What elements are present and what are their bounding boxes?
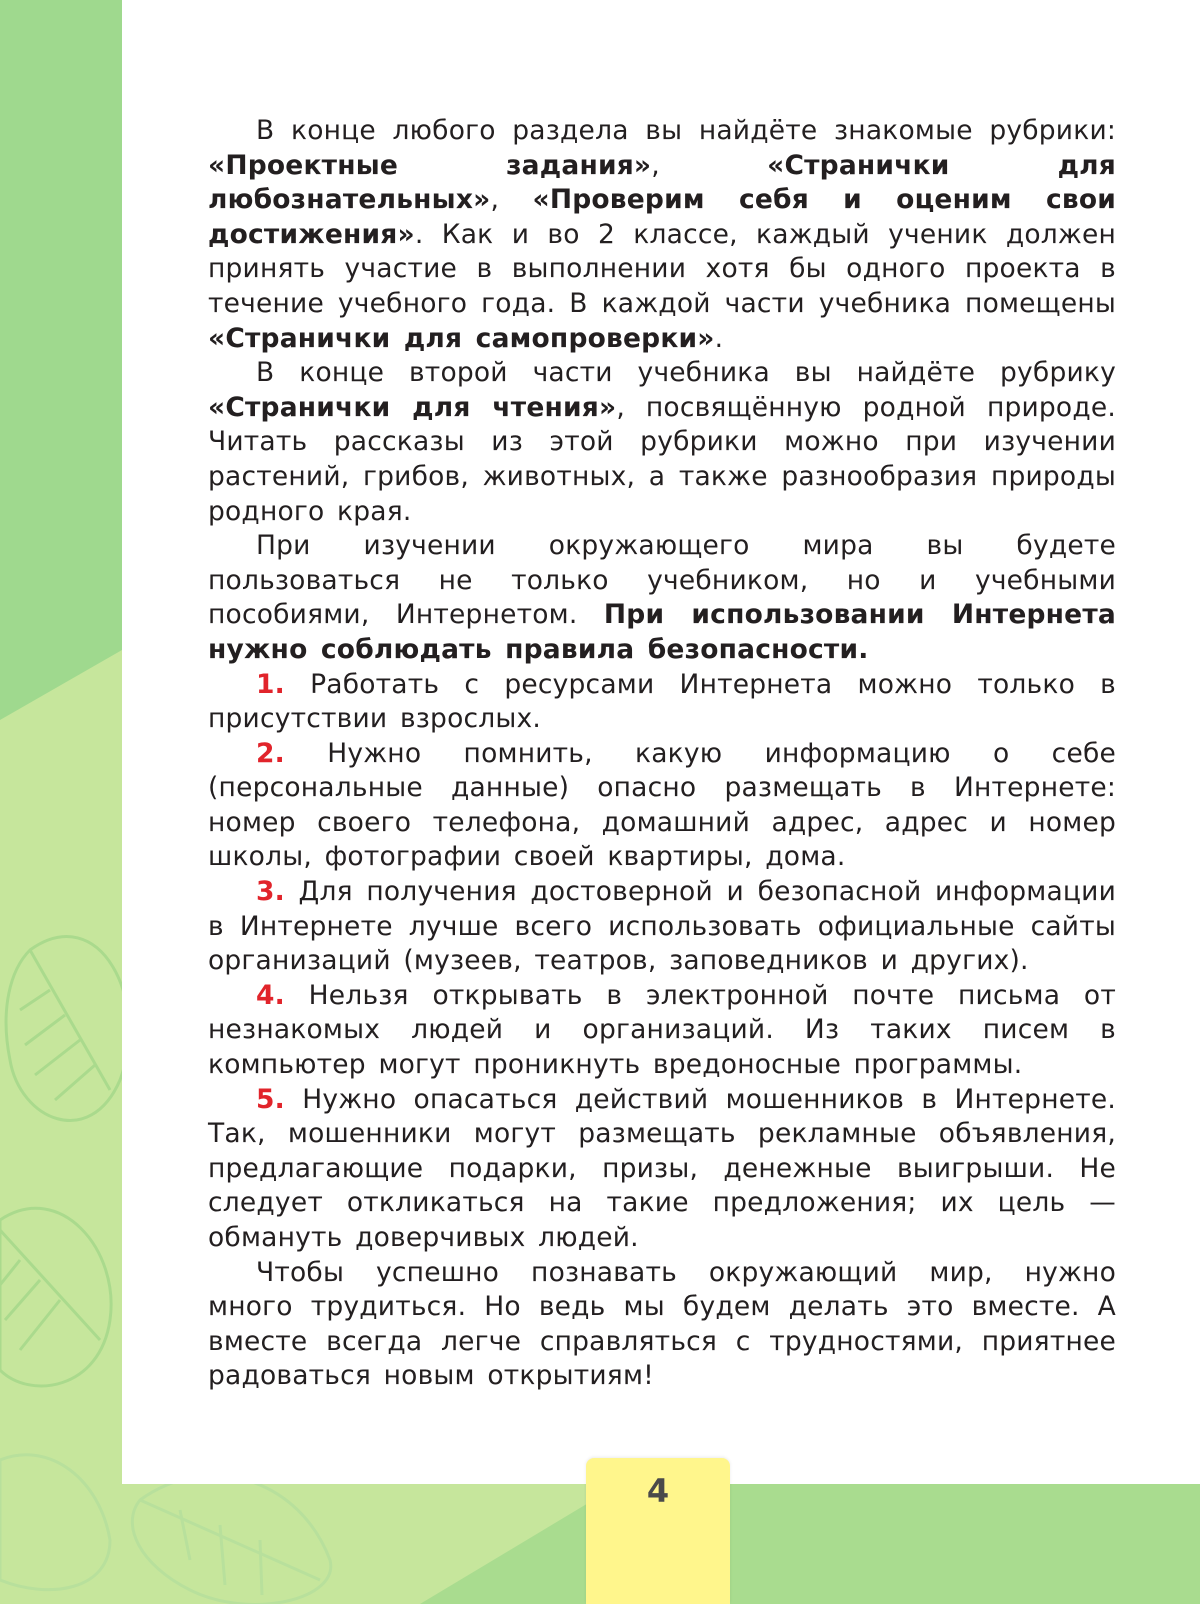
paragraph [208,1083,1116,1256]
text-run: Чтобы успешно познавать окружающий мир, нужно много трудиться. Но ведь мы будем делать это вместе. А вместе всегда легче справляться с трудностями, приятнее радоваться новым открытиям! [208,1256,1116,1392]
bold-text: «Проектные задания» [208,149,652,181]
bold-text: При использовании Интернета нужно соблюдать правила безопасности. [208,599,1116,665]
paragraph [208,529,1116,667]
bold-text: «Странички для самопроверки» [208,322,715,354]
rule-number: 4. [256,979,285,1011]
text-run: , посвящённую родной природе. Читать рассказы из этой рубрики можно при изучении растений, грибов, животных, а также разнообразия природы родного края. [208,391,1116,527]
rule-number: 3. [256,876,285,908]
page-number-tab [586,1458,730,1604]
paragraph [208,356,1116,529]
page-text [208,114,1116,1394]
rule-number: 1. [256,668,285,700]
paragraph [208,737,1116,875]
bold-text: «Странички для любознательных» [208,149,1117,216]
text-run: Нельзя открывать в электронной почте письма от незнакомых людей и организаций. Из таких писем в компьютер могут проникнуть вредоносные программы. [208,979,1116,1081]
paragraph [208,979,1116,1083]
rule-number: 5. [256,1083,285,1115]
text-run: При изучении окружающего мира вы будете пользоваться не только учебником, но и учебными пособиями, Интернетом. [208,530,1116,631]
text-run: В конце любого раздела вы найдёте знакомые рубрики: [256,115,1116,146]
paragraph [208,114,1116,356]
paragraph [208,668,1116,737]
page-number: 4 [646,1472,670,1510]
paragraph [208,875,1116,979]
text-run: В конце второй части учебника вы найдёте рубрику [256,357,1116,389]
bold-text: «Проверим себя и оценим свои достижения» [208,184,1116,250]
text-run: Для получения достоверной и безопасной информации в Интернете лучше всего использовать официальные сайты организаций (музеев, театров, заповедников и других). [208,876,1116,977]
text-run: , [651,149,768,181]
rule-number: 2. [256,737,285,769]
text-run: Нужно помнить, какую информацию о себе (персональные данные) опасно размещать в Интернете: номер своего телефона, домашний адрес, адрес и номер школы, фотографии своей квартиры, дома. [208,737,1116,873]
text-run: Работать с ресурсами Интернета можно только в присутствии взрослых. [208,668,1116,735]
text-run: . Как и во 2 классе, каждый ученик должен принять участие в выполнении хотя бы одного проекта в течение учебного года. В каждой части учебника помещены [208,218,1116,319]
bold-text: «Странички для чтения» [208,391,617,423]
text-run: . [714,322,724,354]
paragraph [208,1256,1116,1394]
text-run: Нужно опасаться действий мошенников в Интернете. Так, мошенники могут размещать рекламные объявления, предлагающие подарки, призы, денежные выигрыши. Не следует откликаться на такие предложения; их цель — обмануть доверчивых людей. [208,1083,1116,1253]
text-run: , [490,184,533,216]
background-green-wedge-left [0,0,122,720]
